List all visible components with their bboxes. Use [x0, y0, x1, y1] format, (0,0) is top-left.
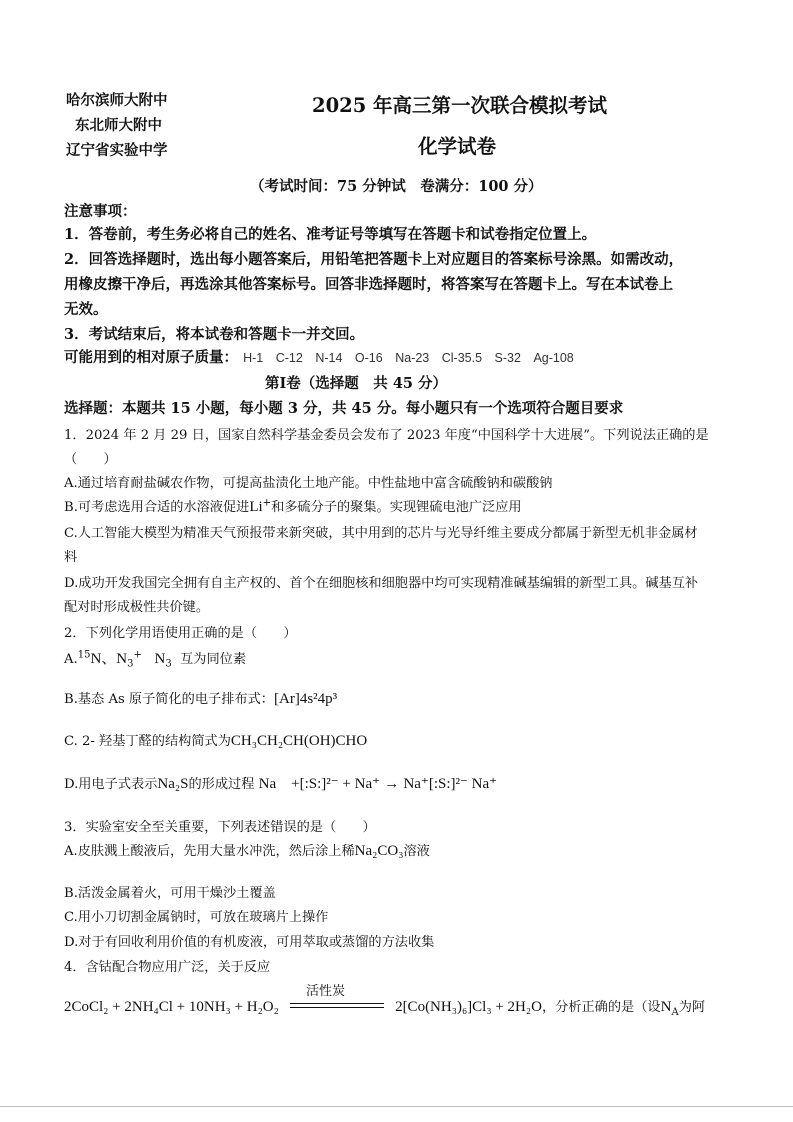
q1-option-b-post: 和多硫分子的聚集。实现锂硫电池广泛应用 [271, 500, 522, 515]
q4-catalyst: 活性炭 [305, 983, 345, 999]
atomic-mass-label: 可能用到的相对原子质量： [64, 349, 238, 366]
q2-stem: 2．下列化学用语使用正确的是（ ） [64, 626, 297, 641]
q2-option-d-text: D.用电子式表示 [64, 777, 158, 792]
q3-stem: 3．实验室安全至关重要，下列表述错误的是（ ） [64, 820, 376, 835]
q4-equation [64, 983, 706, 1019]
q1-option-b-charge: + [262, 497, 272, 509]
q3-option-a-pre: A.皮肤溅上酸液后，先用大量水冲洗，然后涂上稀 [64, 844, 355, 859]
q2-option-a [64, 647, 246, 670]
q2-option-b-text: B.基态 As 原子简化的电子排布式： [64, 692, 274, 707]
q4-reaction-arrow [290, 983, 384, 1014]
q2-option-c [64, 730, 367, 750]
q1-option-c-line-2: 料 [64, 550, 78, 565]
q4-na-sub: A [671, 1007, 679, 1019]
note-3: 3．考试结束后，将本试卷和答题卡一并交回。 [64, 326, 365, 343]
q2-option-a-prefix: A. [64, 652, 78, 667]
q1-stem-line-1: 1．2024 年 2 月 29 日，国家自然科学基金委员会发布了 2023 年度“中国科学十大进展”。下列说法正确的是 [64, 428, 709, 443]
note-2-line-3: 无效。 [64, 301, 108, 318]
notes-heading: 注意事项： [64, 203, 137, 220]
q3-option-a-formula: Na₂CO₃ [354, 843, 404, 859]
school-name-1: 哈尔滨师大附中 [66, 92, 168, 109]
exam-subtitle: 化学试卷 [418, 135, 497, 158]
q1-option-b [64, 496, 522, 516]
q1-option-b-ion: Li [249, 499, 263, 515]
section-heading: 第Ⅰ卷（选择题 共 45 分） [265, 375, 448, 392]
q2-option-d-arrow: → [384, 776, 400, 792]
q2-option-d [64, 772, 497, 793]
q2-option-a-sub-2: 3 [165, 658, 172, 670]
q1-option-b-pre: B.可考虑选用合适的水溶液促进 [64, 500, 250, 515]
q2-option-d-eq-left: Na +[:S:]²⁻ + Na⁺ [258, 776, 381, 792]
q3-option-d: D.对于有回收利用价值的有机废液，可用萃取或蒸馏的方法收集 [64, 935, 435, 950]
q3-option-b: B.活泼金属着火，可用干燥沙土覆盖 [64, 886, 276, 901]
q1-option-d-line-2: 配对时形成极性共价键。 [64, 600, 210, 615]
q4-arrow-line-2 [290, 1007, 384, 1008]
q1-option-c-line-1: C.人工智能大模型为精准天气预报带来新突破，其中用到的芯片与光导纤维主要成分都属于新型无机非金属材 [64, 526, 698, 541]
q3-option-a-post: 溶液 [403, 844, 430, 859]
q2-option-b [64, 688, 337, 708]
exam-info: （考试时间：75 分钟试 卷满分：100 分） [250, 178, 543, 195]
q3-option-c: C.用小刀切割金属钠时，可放在玻璃片上操作 [64, 910, 329, 925]
school-name-3: 辽宁省实验中学 [66, 142, 168, 159]
q3-option-a [64, 840, 430, 860]
note-2-line-1: 2．回答选择题时，选出每小题答案后，用铅笔把答题卡上对应题目的答案标号涂黑。如需改动， [64, 251, 684, 268]
q2-option-a-text: 互为同位素 [180, 652, 247, 667]
atomic-mass-line [64, 346, 574, 367]
q2-option-c-formula: CH₃CH₂CH(OH)CHO [230, 733, 368, 749]
q1-option-d-line-1: D.成功开发我国完全拥有自主产权的、首个在细胞核和细胞器中均可实现精准碱基编辑的新型工具。碱基互补 [64, 576, 699, 591]
q4-tail: ，分析正确的是（设 [541, 1000, 661, 1015]
q2-option-a-mass-number: 15 [77, 649, 91, 661]
q2-option-d-eq-right: Na⁺[:S:]²⁻ Na⁺ [403, 776, 498, 792]
note-1: 1．答卷前，考生务必将自己的姓名、准考证号等填写在答题卡和试卷指定位置上。 [64, 226, 597, 243]
school-name-2: 东北师大附中 [75, 117, 162, 134]
q2-option-d-text-2: 的形成过程 [188, 777, 255, 792]
q2-option-a-sub-1: 3 [127, 658, 134, 670]
q4-reactants: 2CoCl₂ + 2NH₄Cl + 10NH₃ + H₂O₂ [64, 999, 279, 1015]
q4-arrow-line-1 [290, 1003, 384, 1004]
q2-option-c-text: C. 2- 羟基丁醛的结构简式为 [64, 734, 231, 749]
q4-stem: 4．含钴配合物应用广泛，关于反应 [64, 960, 271, 975]
q2-option-a-sup-1: + [133, 649, 142, 661]
q1-option-a: A.通过培育耐盐碱农作物，可提高盐渍化土地产能。中性盐地中富含硫酸钠和碳酸钠 [64, 476, 553, 491]
exam-title: 2025 年高三第一次联合模拟考试 [312, 94, 608, 117]
q4-tail-2: 为阿 [678, 1000, 706, 1015]
q4-products: 2[Co(NH₃)₆]Cl₃ + 2H₂O [395, 999, 542, 1015]
q2-option-a-formula-2: N [154, 651, 166, 667]
q2-option-d-formula: Na₂S [157, 776, 189, 792]
q4-na: N [660, 999, 672, 1015]
q2-option-b-config: [Ar]4s²4p³ [274, 691, 338, 707]
page-bottom-divider [0, 1106, 793, 1107]
note-2-line-2: 用橡皮擦干净后，再选涂其他答案标号。回答非选择题时，将答案写在答题卡上。写在本试卷上 [64, 276, 673, 293]
q1-stem-line-2: （ ） [64, 452, 117, 467]
section-instruction: 选择题：本题共 15 小题，每小题 3 分，共 45 分。每小题只有一个选项符合题目要求 [64, 400, 624, 417]
atomic-mass-values: H-1 C-12 N-14 O-16 Na-23 Cl-35.5 S-32 Ag-108 [243, 351, 574, 365]
q2-option-a-formula-1: N、N [90, 651, 128, 667]
